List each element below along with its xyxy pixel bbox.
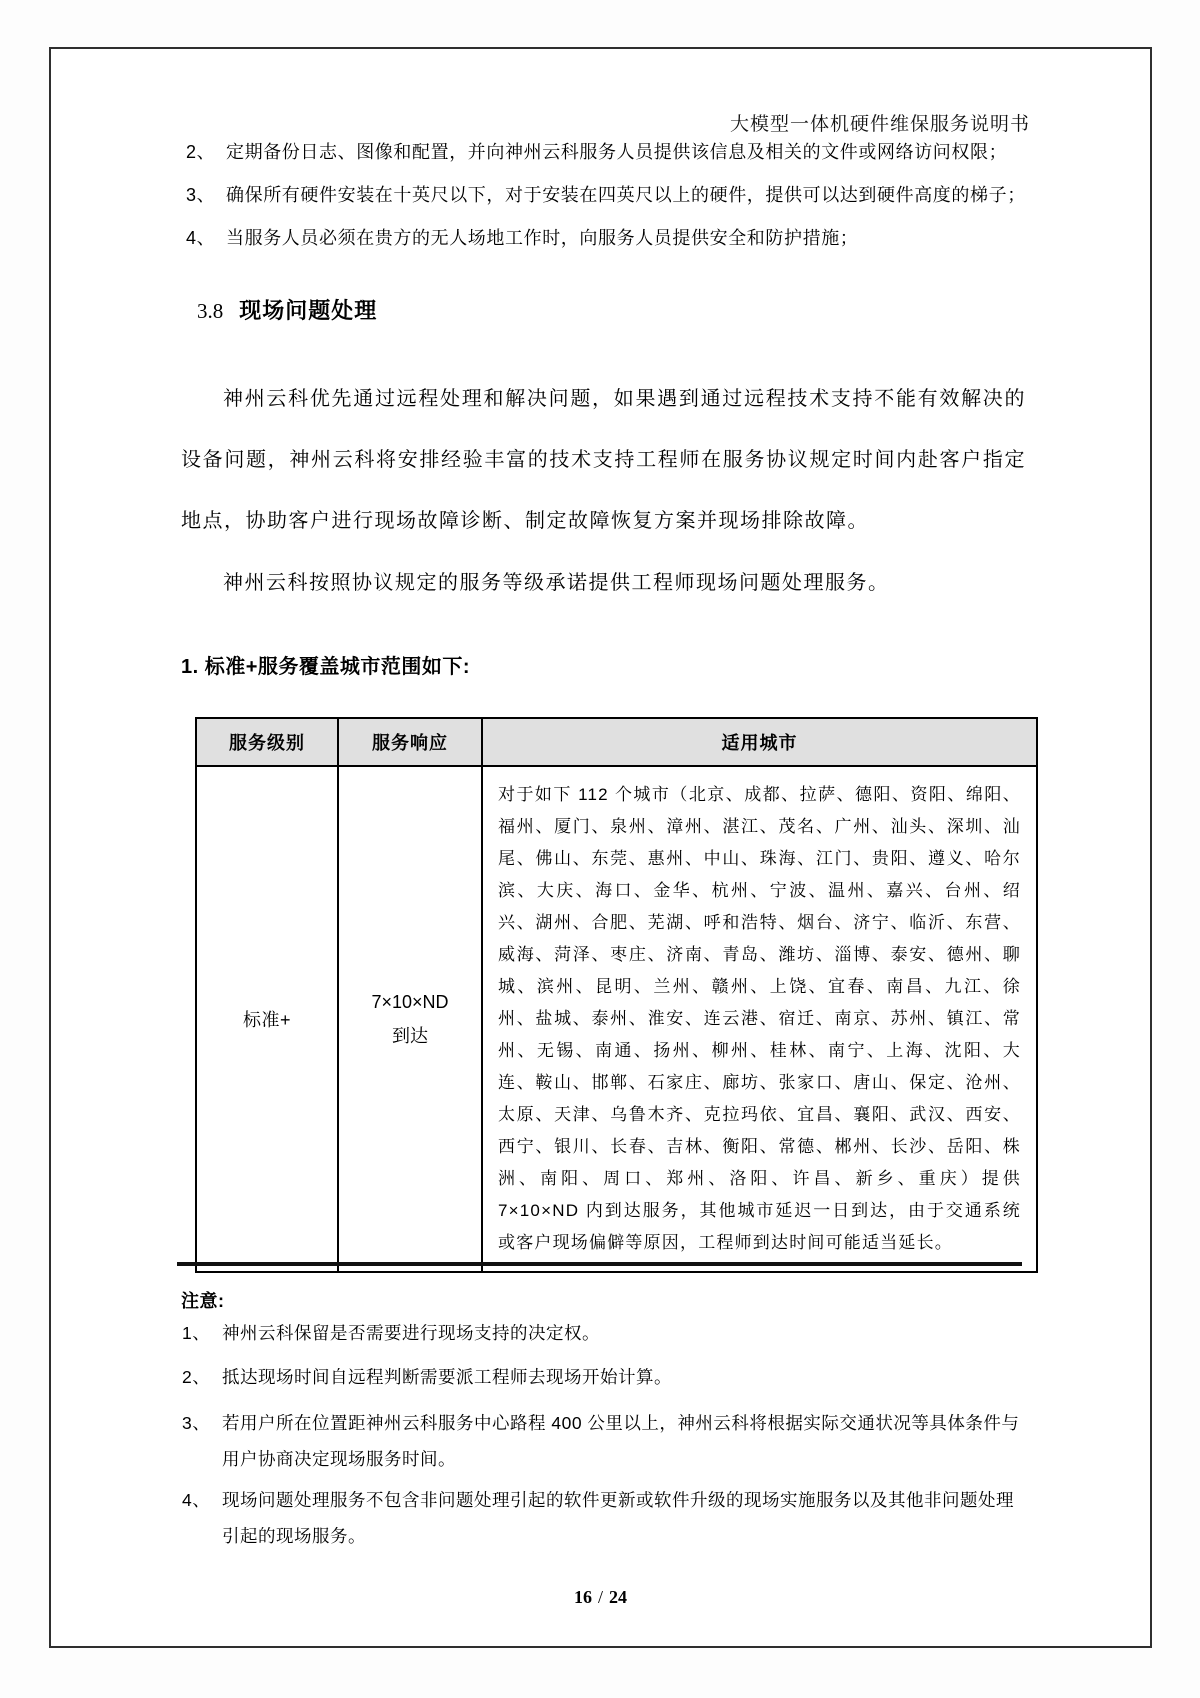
note-item — [182, 1315, 1027, 1351]
list-item — [186, 142, 1031, 162]
cities-paragraph: 对于如下 112 个城市（北京、成都、拉萨、德阳、资阳、绵阳、福州、厦门、泉州、漳州、湛江、茂名、广州、汕头、深圳、汕尾、佛山、东莞、惠州、中山、珠海、江门、贵阳、遵义、哈尔滨、大庆、海口、金华、杭州、宁波、温州、嘉兴、台州、绍兴、湖州、合肥、芜湖、呼和浩特、烟台、济宁、临沂、东营、威海、菏泽、枣庄、济南、青岛、潍坊、淄博、泰安、德州、聊城、滨州、昆明、兰州、赣州、上饶、宜春、南昌、九江、徐州、盐城、泰州、淮安、连云港、宿迁、南京、苏州、镇江、常州、无锡、南通、扬州、柳州、桂林、南宁、上海、沈阳、大连、鞍山、邯郸、石家庄、廊坊、张家口、唐山、保定、沧州、太原、天津、乌鲁木齐、克拉玛依、宜昌、襄阳、武汉、西安、西宁、银川、长春、吉林、衡阳、常德、郴州、长沙、岳阳、株洲、南阳、周口、郑州、洛阳、许昌、新乡、重庆）提供 7×10×ND 内到达服务，其他城市延迟一日到达，由于交通系统或客户现场偏僻等原因，工程师到达时间可能适当延长。 — [498, 785, 1021, 1252]
note-item-number: 4、 — [182, 1490, 211, 1510]
table-row — [196, 766, 1037, 1272]
notes-list — [182, 1315, 1027, 1554]
document-header-title: 大模型一体机硬件维保服务说明书 — [729, 114, 1030, 135]
section-divider-rule — [177, 1262, 1022, 1266]
list-item-number: 3、 — [186, 185, 216, 205]
page-number-current: 16 — [573, 1587, 592, 1607]
section-number: 3.8 — [197, 299, 224, 323]
note-item-text: 若用户所在位置距神州云科服务中心路程 400 公里以上，神州云科将根据实际交通状况等具体条件与用户协商决定现场服务时间。 — [222, 1413, 1020, 1469]
list-item-number: 2、 — [186, 142, 216, 162]
coverage-heading: 1. 标准+服务覆盖城市范围如下: — [181, 656, 471, 678]
table-header-service-level: 服务级别 — [196, 718, 338, 766]
service-response-line: 7×10×ND — [371, 992, 449, 1012]
note-item — [182, 1482, 1027, 1554]
page-number — [51, 1587, 1150, 1608]
note-item-number: 2、 — [182, 1367, 211, 1387]
page-number-separator: / — [597, 1587, 603, 1607]
cell-service-response — [338, 766, 482, 1272]
notes-label: 注意: — [181, 1291, 225, 1311]
note-item-text: 神州云科保留是否需要进行现场支持的决定权。 — [222, 1323, 600, 1343]
note-item — [182, 1359, 1027, 1395]
list-item — [186, 185, 1031, 205]
note-item-number: 3、 — [182, 1413, 211, 1433]
body-paragraph: 神州云科按照协议规定的服务等级承诺提供工程师现场问题处理服务。 — [223, 572, 890, 594]
list-item-text: 定期备份日志、图像和配置，并向神州云科服务人员提供该信息及相关的文件或网络访问权限； — [226, 142, 1008, 162]
section-title: 现场问题处理 — [239, 298, 378, 323]
document-page — [49, 47, 1152, 1648]
list-item-text: 确保所有硬件安装在十英尺以下，对于安装在四英尺以上的硬件，提供可以达到硬件高度的梯子； — [226, 185, 1026, 205]
table-header-row — [196, 718, 1037, 766]
note-item-text: 抵达现场时间自远程判断需要派工程师去现场开始计算。 — [222, 1367, 672, 1387]
table-header-applicable-cities: 适用城市 — [482, 718, 1037, 766]
list-item-text: 当服务人员必须在贵方的无人场地工作时，向服务人员提供安全和防护措施； — [226, 228, 859, 248]
note-item-number: 1、 — [182, 1323, 211, 1343]
cell-service-level: 标准+ — [196, 766, 338, 1272]
coverage-table — [195, 717, 1038, 1273]
prelude-list — [186, 142, 1031, 271]
service-response-line: 到达 — [392, 1026, 428, 1046]
cell-applicable-cities — [482, 766, 1037, 1272]
table-header-service-response: 服务响应 — [338, 718, 482, 766]
list-item — [186, 228, 1031, 248]
list-item-number: 4、 — [186, 228, 216, 248]
section-heading — [197, 294, 377, 325]
page-number-total: 24 — [609, 1587, 627, 1607]
note-item-text: 现场问题处理服务不包含非问题处理引起的软件更新或软件升级的现场实施服务以及其他非问题处理引起的现场服务。 — [222, 1490, 1014, 1546]
body-paragraph: 神州云科优先通过远程处理和解决问题，如果遇到通过远程技术支持不能有效解决的设备问题，神州云科将安排经验丰富的技术支持工程师在服务协议规定时间内赴客户指定地点，协助客户进行现场故障诊断、制定故障恢复方案并现场排除故障。 — [181, 388, 1026, 532]
note-item — [182, 1405, 1027, 1477]
